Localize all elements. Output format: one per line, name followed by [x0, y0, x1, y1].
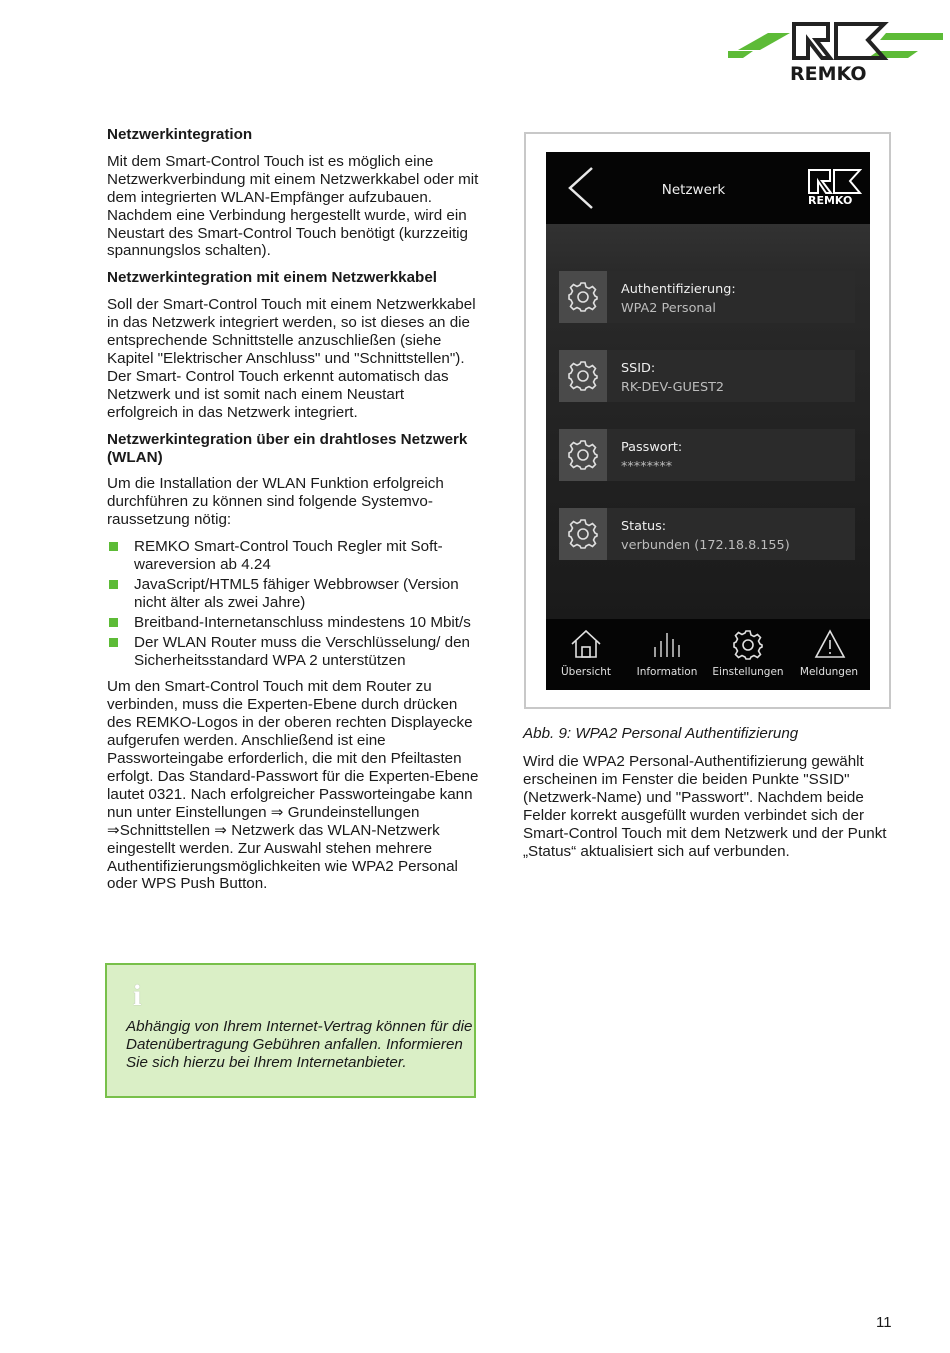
left-column: [107, 126, 479, 902]
nav-settings[interactable]: [708, 619, 788, 690]
row-label: Passwort:: [621, 440, 683, 455]
row-status[interactable]: [559, 508, 855, 560]
nav-label: Meldungen: [799, 666, 859, 678]
bullet-square-icon: [109, 618, 118, 627]
row-value: WPA2 Personal: [621, 301, 716, 316]
figure-caption: Abb. 9: WPA2 Personal Authentifizierung: [523, 725, 799, 742]
gear-icon: [567, 518, 599, 550]
row-value: RK-DEV-GUEST2: [621, 380, 725, 395]
info-text: Abhängig von Ihrem Internet-Vertrag können für die Datenübertragung Gebühren anfallen. Informieren Sie sich hierzu bei Ihrem Internetanbieter.: [126, 1018, 473, 1071]
screen-title: Netzwerk: [661, 182, 726, 198]
row-ssid[interactable]: [559, 350, 855, 402]
heading-wlan-integration: Netzwerkintegration über ein drahtloses Netzwerk (WLAN): [107, 430, 468, 466]
svg-text:REMKO: REMKO: [808, 194, 853, 205]
figure-description: Wird die WPA2 Personal-Authentifizierung gewählt erscheinen im Fenster die beiden Punkte "SSID" (Netzwerk-Name) und "Passwort". Nachdem beide Felder korrekt ausgefüllt wurden verbindet sich der Smart-Control Touch mit dem Netzwerk und der Punkt „Status“ aktualisiert sich auf verbunden.: [523, 753, 887, 860]
bottom-nav-bar: [546, 619, 870, 690]
paragraph-cable: Soll der Smart-Control Touch mit einem Netzwerkkabel in das Netzwerk integriert werden, so ist dieses an die entsprechende Schnittstelle anzuschließen (siehe Kapitel "Elektrischer Anschluss" und "Schnittstellen"). Der Smart- Control Touch erkennt automatisch das Netzwerk und ist somit nach einem Neustart erfolgreich in das Netzwerk integriert.: [107, 296, 476, 421]
row-icon-box: [559, 271, 607, 323]
row-value: ********: [621, 459, 673, 474]
list-item: Breitband-Internetanschluss mindestens 10 Mbit/s: [107, 614, 479, 632]
back-arrow-icon[interactable]: [564, 166, 598, 210]
bar-chart-icon: [652, 629, 682, 659]
heading-network-integration: Netzwerkintegration: [107, 126, 253, 143]
requirements-list: [107, 538, 479, 669]
bullet-square-icon: [109, 542, 118, 551]
gear-icon: [732, 629, 764, 661]
device-screen: [546, 152, 870, 690]
heading-cable-integration: Netzwerkintegration mit einem Netzwerkkabel: [107, 269, 438, 287]
nav-label: Information: [636, 666, 698, 678]
row-label: Status:: [621, 519, 667, 534]
info-icon: i: [133, 979, 142, 1012]
gear-icon: [567, 281, 599, 313]
row-authentication[interactable]: [559, 271, 855, 323]
screen-header: [546, 152, 870, 224]
screen-remko-logo-icon[interactable]: [806, 167, 862, 205]
row-password[interactable]: [559, 429, 855, 481]
nav-label: Einstellungen: [712, 666, 784, 678]
paragraph-intro: Mit dem Smart-Control Touch ist es möglich eine Netzwerkverbindung mit einem Netzwerkkabel oder mit dem integrierten WLAN-Empfänger aufzubauen. Nachdem eine Verbindung hergestellt wurde, wird ein Neustart des Smart-Control Touch benötigt (kurzzeitig spannungslos schalten).: [107, 152, 479, 260]
row-value: verbunden (172.18.8.155): [621, 538, 790, 553]
row-icon-box: [559, 508, 607, 560]
home-icon: [570, 629, 602, 659]
paragraph-requirements: Um die Installation der WLAN Funktion erfolgreich durchführen zu können sind folgende Systemvoraussetzung nötig:: [107, 475, 444, 529]
bullet-square-icon: [109, 580, 118, 589]
row-label: SSID:: [621, 361, 656, 376]
nav-overview[interactable]: [546, 619, 626, 690]
page-number: 11: [876, 1314, 892, 1331]
bullet-square-icon: [109, 638, 118, 647]
list-item: Der WLAN Router muss die Verschlüsselung/ den Sicherheitsstandard WPA 2 unterstützen: [107, 634, 479, 670]
paragraph-router-setup: Um den Smart-Control Touch mit dem Router zu verbinden, muss die Experten-Ebene durch drücken des REMKO-Logos in der oberen rechten Displayecke aufgerufen werden. Anschließend ist eine Passworteingabe erforderlich, die mit den Pfeiltasten erfolgt. Das Standard-Passwort für die Experten-Ebene lautet 0321. Nach erfolgreicher Passworteingabe kann nun unter Einstellungen ⇒ Grundeinstellungen ⇒Schnittstellen ⇒ Netzwerk das WLAN-Netzwerk eingestellt werden. Zur Auswahl stehen mehrere Authentifizierungsmöglichkeiten wie WPA2 Personal oder WPS Push Button.: [107, 678, 479, 893]
row-icon-box: [559, 350, 607, 402]
info-box: [105, 963, 476, 1098]
row-icon-box: [559, 429, 607, 481]
remko-logo: [728, 18, 943, 84]
nav-information[interactable]: [626, 619, 708, 690]
warning-icon: [814, 629, 846, 659]
gear-icon: [567, 439, 599, 471]
nav-label: Übersicht: [560, 666, 612, 678]
nav-messages[interactable]: [788, 619, 870, 690]
svg-text:REMKO: REMKO: [790, 63, 867, 84]
list-item: JavaScript/HTML5 fähiger Webbrowser (Version nicht älter als zwei Jahre): [107, 576, 479, 612]
gear-icon: [567, 360, 599, 392]
row-label: Authentifizierung:: [621, 282, 736, 297]
list-item: REMKO Smart-Control Touch Regler mit Softwareversion ab 4.24: [107, 538, 479, 574]
